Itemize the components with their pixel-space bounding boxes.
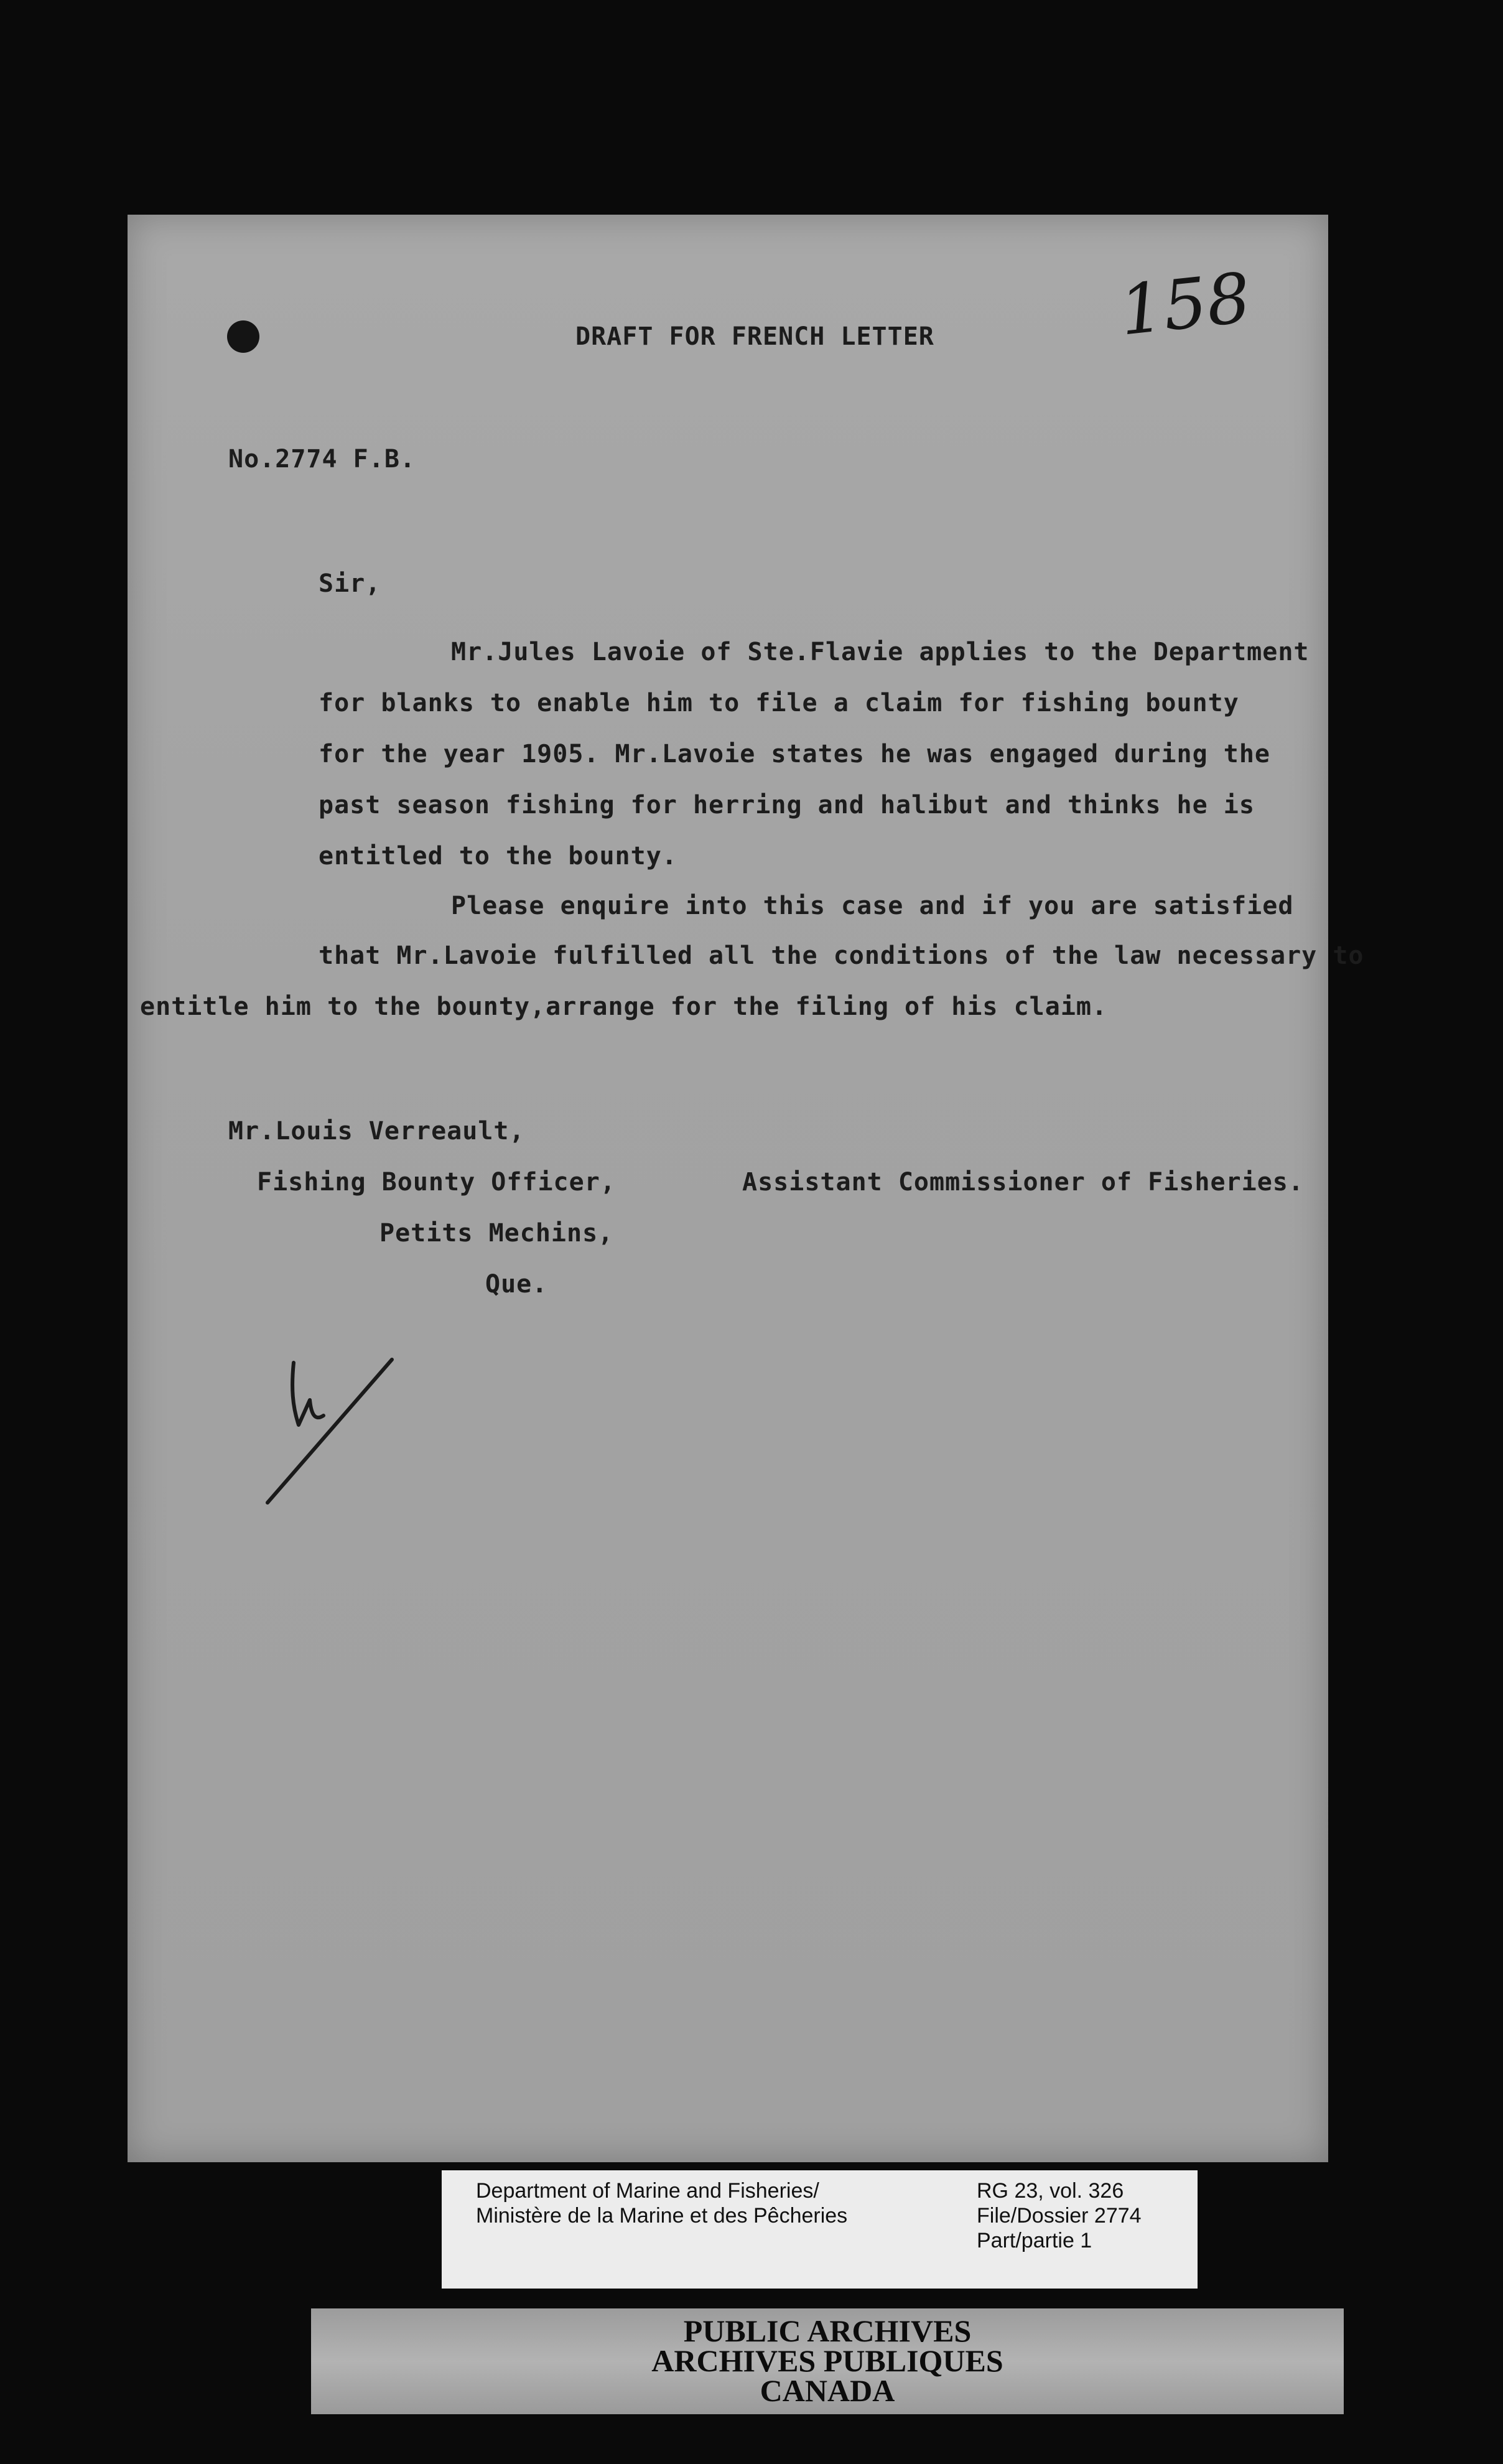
body-line: for the year 1905. Mr.Lavoie states he was engaged during the [319, 740, 1271, 768]
stamp-line-fr: ARCHIVES PUBLIQUES [651, 2343, 1003, 2378]
record-group: RG 23, vol. 326 [977, 2179, 1124, 2203]
salutation: Sir, [319, 569, 381, 598]
body-line: Mr.Jules Lavoie of Ste.Flavie applies to the Department [451, 638, 1310, 666]
letter-heading: DRAFT FOR FRENCH LETTER [575, 322, 934, 351]
file-part: Part/partie 1 [977, 2229, 1092, 2252]
archive-label-card [442, 2170, 1198, 2289]
addressee-name: Mr.Louis Verreault, [228, 1117, 525, 1146]
file-number: File/Dossier 2774 [977, 2204, 1142, 2228]
folio-number: 158 [1115, 258, 1255, 351]
body-line: past season fishing for herring and halibut and thinks he is [319, 791, 1255, 819]
addressee-place: Petits Mechins, [379, 1219, 614, 1248]
body-line: entitle him to the bounty,arrange for the filing of his claim. [140, 992, 1108, 1021]
body-line: that Mr.Lavoie fulfilled all the conditions of the law necessary to [319, 941, 1364, 970]
body-line: for blanks to enable him to file a claim for fishing bounty [319, 689, 1239, 717]
body-line: Please enquire into this case and if you are satisfied [451, 892, 1294, 920]
signatory-title: Assistant Commissioner of Fisheries. [742, 1168, 1304, 1197]
punch-hole [227, 320, 259, 353]
addressee-title: Fishing Bounty Officer, [257, 1168, 616, 1197]
archive-stamp [311, 2308, 1344, 2414]
initials-mark [261, 1356, 398, 1506]
stamp-line-en: PUBLIC ARCHIVES [683, 2313, 972, 2348]
department-en: Department of Marine and Fisheries/ [476, 2179, 819, 2203]
department-fr: Ministère de la Marine et des Pêcheries [476, 2204, 848, 2228]
stamp-line-country: CANADA [760, 2373, 895, 2408]
body-line: entitled to the bounty. [319, 842, 677, 870]
addressee-province: Que. [485, 1270, 548, 1299]
file-reference: No.2774 F.B. [228, 445, 416, 474]
